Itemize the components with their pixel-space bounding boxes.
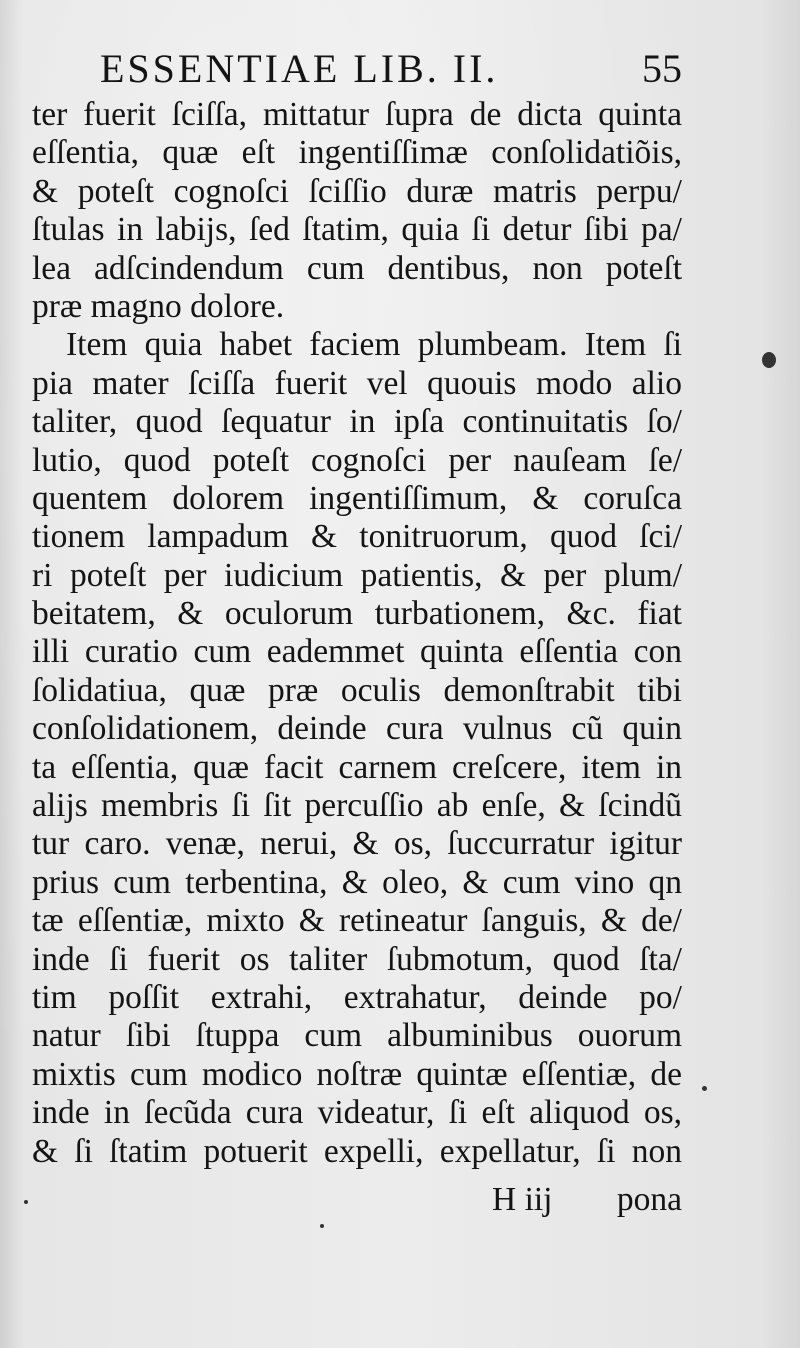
text-line: inde in ſecũda cura videatur, ſi eſt aliquod os,: [32, 1094, 682, 1132]
text-line: pia mater ſciſſa fuerit vel quouis modo alio: [32, 364, 682, 402]
page-number: 55: [642, 46, 682, 91]
text-line: ter fuerit ſciſſa, mittatur ſupra de dicta quinta: [32, 96, 682, 133]
catchword: pona: [616, 1181, 682, 1218]
running-title: ESSENTIAE LIB. II.: [100, 46, 499, 91]
text-line: natur ſibi ſtuppa cum albuminibus ouorum: [32, 1017, 682, 1055]
text-line: lea adſcindendum cum dentibus, non poteſt: [32, 249, 682, 287]
text-line: ſolidatiua, quæ præ oculis demonſtrabit tibi: [32, 671, 682, 709]
text-line: tim poſſit extrahi, extrahatur, deinde po/: [32, 978, 682, 1016]
text-line: tur caro. venæ, nerui, & os, ſuccurratur igitur: [32, 825, 682, 863]
text-line: tæ eſſentiæ, mixto & retineatur ſanguis, & de/: [32, 902, 682, 940]
paragraph-start-line: Item quia habet faciem plumbeam. Item ſi: [66, 326, 682, 364]
text-line: inde ſi fuerit os taliter ſubmotum, quod ſta/: [32, 940, 682, 978]
text-line: alijs membris ſi ſit percuſſio ab enſe, & ſcindũ: [32, 787, 682, 825]
text-line: prius cum terbentina, & oleo, & cum vino qn: [32, 863, 682, 901]
signature-mark: H iij: [492, 1181, 553, 1218]
text-line: mixtis cum modico noſtræ quintæ eſſentiæ, de: [32, 1055, 682, 1093]
text-block: [32, 96, 682, 1171]
text-line: ri poteſt per iudicium patientis, & per plum/: [32, 556, 682, 594]
text-line: eſſentia, quæ eſt ingentiſſimæ conſolidatiõis,: [32, 134, 682, 172]
ink-speck: [24, 1200, 28, 1204]
ink-speck: [702, 1086, 707, 1091]
text-line: lutio, quod poteſt cognoſci per nauſeam ſe/: [32, 441, 682, 479]
text-line: taliter, quod ſequatur in ipſa continuitatis ſo/: [32, 403, 682, 441]
text-line: quentem dolorem ingentiſſimum, & coruſca: [32, 479, 682, 517]
text-line: & poteſt cognoſci ſciſſio duræ matris perpu/: [32, 172, 682, 210]
ink-speck: [762, 352, 776, 368]
page-footer: [32, 1178, 682, 1222]
text-line: præ magno dolore.: [32, 287, 285, 325]
text-line: ſtulas in labijs, ſed ſtatim, quia ſi detur ſibi pa/: [32, 211, 682, 249]
text-line: ta eſſentia, quæ facit carnem creſcere, item in: [32, 748, 682, 786]
ink-speck: [320, 1224, 324, 1228]
text-line: tionem lampadum & tonitruorum, quod ſci/: [32, 518, 682, 556]
text-line: illi curatio cum eademmet quinta eſſentia con: [32, 633, 682, 671]
text-line: conſolidationem, deinde cura vulnus cũ quin: [32, 710, 682, 748]
page-header: [100, 44, 690, 94]
text-line: beitatem, & oculorum turbationem, &c. fiat: [32, 595, 682, 633]
text-line: & ſi ſtatim potuerit expelli, expellatur, ſi non: [32, 1132, 682, 1170]
